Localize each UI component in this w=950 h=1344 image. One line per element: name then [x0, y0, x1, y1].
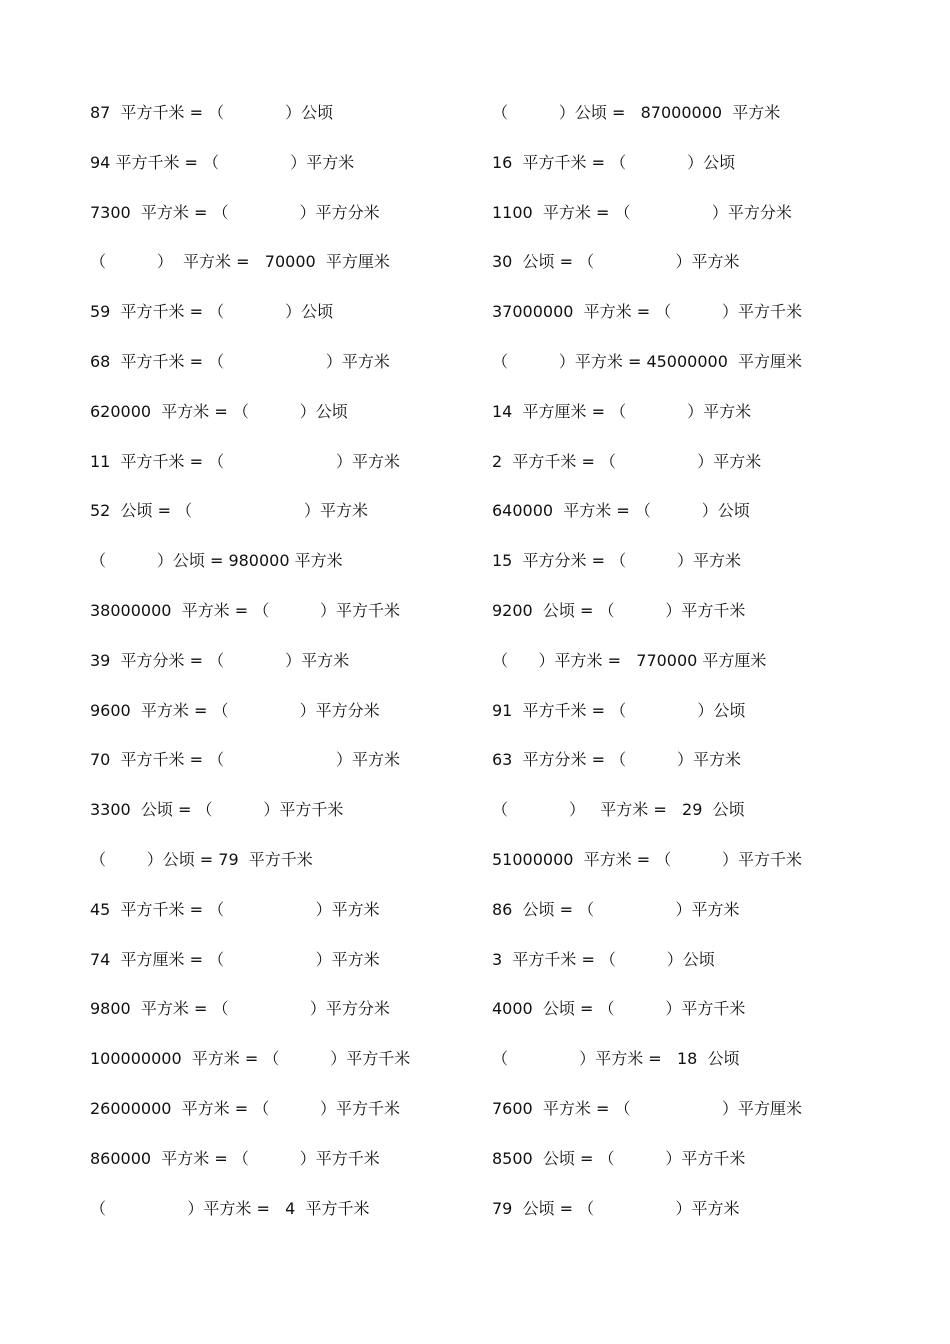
left-item-11: 38000000 平方米 = （ ）平方千米: [90, 600, 401, 620]
left-item-1: 87 平方千米 = （ ）公顷: [90, 103, 334, 122]
left-item-3: 7300 平方米 = （ ）平方分米: [90, 202, 380, 222]
left-item-19: 9800 平方米 = （ ）平方分米: [90, 999, 390, 1019]
left-item-15: 3300 公顷 = （ ）平方千米: [90, 800, 344, 820]
left-item-22: 860000 平方米 = （ ）平方千米: [90, 1148, 380, 1168]
right-item-2: 16 平方千米 = （ ）公顷: [492, 152, 736, 172]
left-item-8: 11 平方千米 = （ ）平方米: [90, 451, 401, 471]
left-item-23: （ ）平方米 = 4 平方千米: [90, 1198, 370, 1218]
right-item-22: 8500 公顷 = （ ）平方千米: [492, 1148, 746, 1168]
left-item-18: 74 平方厘米 = （ ）平方米: [90, 949, 380, 969]
left-item-12: 39 平方分米 = （ ）平方米: [90, 650, 350, 670]
left-item-21: 26000000 平方米 = （ ）平方千米: [90, 1098, 401, 1118]
right-item-23: 79 公顷 = （ ）平方米: [492, 1198, 740, 1218]
left-item-6: 68 平方千米 = （ ）平方米: [90, 351, 390, 371]
left-item-14: 70 平方千米 = （ ）平方米: [90, 750, 401, 770]
right-item-21: 7600 平方米 = （ ）平方厘米: [492, 1098, 803, 1118]
right-item-5: 37000000 平方米 = （ ）平方千米: [492, 302, 803, 322]
right-item-16: 51000000 平方米 = （ ）平方千米: [492, 849, 803, 869]
left-item-5: 59 平方千米 = （ ）公顷: [90, 302, 334, 322]
right-item-4: 30 公顷 = （ ）平方米: [492, 252, 740, 272]
left-item-13: 9600 平方米 = （ ）平方分米: [90, 700, 380, 720]
right-item-11: 9200 公顷 = （ ）平方千米: [492, 600, 746, 620]
right-item-19: 4000 公顷 = （ ）平方千米: [492, 999, 746, 1019]
left-item-17: 45 平方千米 = （ ）平方米: [90, 899, 380, 919]
right-item-18: 3 平方千米 = （ ）公顷: [492, 949, 715, 969]
left-item-20: 100000000 平方米 = （ ）平方千米: [90, 1049, 411, 1069]
left-column: [90, 99, 480, 1244]
right-item-20: （ ）平方米 = 18 公顷: [492, 1049, 740, 1069]
right-item-9: 640000 平方米 = （ ）公顷: [492, 501, 750, 521]
right-item-8: 2 平方千米 = （ ）平方米: [492, 451, 762, 471]
left-item-7: 620000 平方米 = （ ）公顷: [90, 401, 348, 421]
left-item-16: （ ）公顷 = 79 平方千米: [90, 849, 313, 869]
left-item-4: （ ） 平方米 = 70000 平方厘米: [90, 252, 390, 272]
right-item-1: （ ）公顷 = 87000000 平方米: [492, 103, 781, 122]
right-item-7: 14 平方厘米 = （ ）平方米: [492, 401, 752, 421]
right-item-3: 1100 平方米 = （ ）平方分米: [492, 202, 792, 222]
right-column: [492, 99, 912, 1244]
left-item-2: 94 平方千米 = （ ）平方米: [90, 152, 355, 172]
left-item-9: 52 公顷 = （ ）平方米: [90, 501, 369, 521]
right-item-15: （ ） 平方米 = 29 公顷: [492, 800, 745, 820]
right-item-12: （ ）平方米 = 770000 平方厘米: [492, 650, 767, 670]
right-item-14: 63 平方分米 = （ ）平方米: [492, 750, 741, 770]
right-item-6: （ ）平方米 = 45000000 平方厘米: [492, 351, 803, 371]
left-item-10: （ ）公顷 = 980000 平方米: [90, 551, 343, 571]
right-item-13: 91 平方千米 = （ ）公顷: [492, 700, 746, 720]
right-item-10: 15 平方分米 = （ ）平方米: [492, 551, 741, 571]
right-item-17: 86 公顷 = （ ）平方米: [492, 899, 740, 919]
